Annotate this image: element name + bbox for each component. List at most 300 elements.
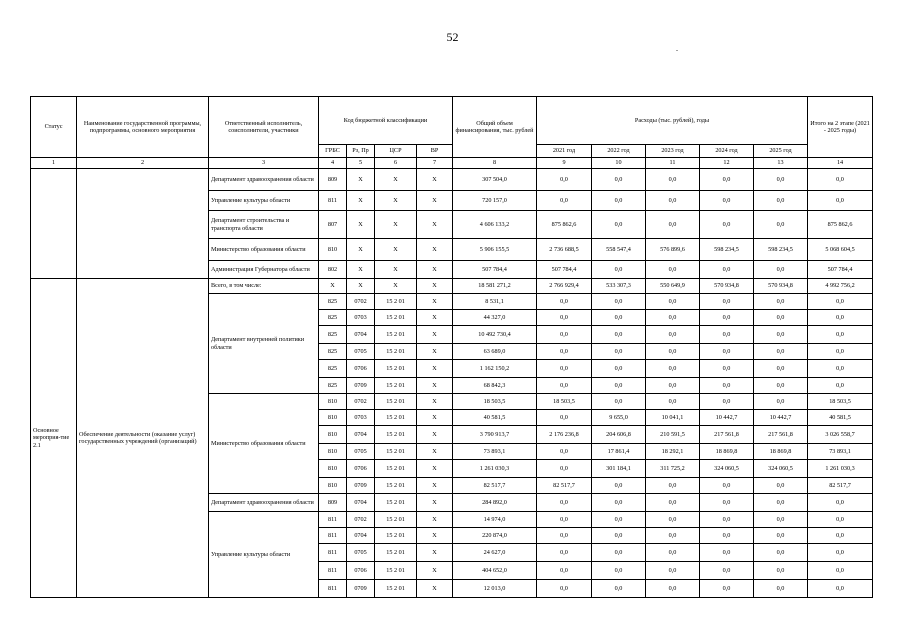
total-cell: 14 974,0 bbox=[453, 512, 537, 528]
stage-total-cell: 82 517,7 bbox=[808, 478, 873, 494]
vr-cell: X bbox=[417, 239, 453, 261]
year-2022-cell: 0,0 bbox=[592, 580, 646, 598]
year-2023-cell: 18 292,1 bbox=[646, 444, 700, 460]
rz-pr-cell: X bbox=[347, 169, 375, 191]
stage-total-cell: 875 862,6 bbox=[808, 211, 873, 239]
stage-total-cell: 4 992 756,2 bbox=[808, 279, 873, 294]
year-2022-cell: 204 606,8 bbox=[592, 426, 646, 444]
year-2021-cell: 2 736 688,5 bbox=[537, 239, 592, 261]
csr-cell: 15 2 01 bbox=[375, 410, 417, 426]
vr-cell: X bbox=[417, 460, 453, 478]
grbs-cell: 810 bbox=[319, 410, 347, 426]
executor-cell: Департамент здравоохранения области bbox=[209, 169, 319, 191]
year-2021-cell: 82 517,7 bbox=[537, 478, 592, 494]
year-2023-cell: 0,0 bbox=[646, 310, 700, 326]
header-executor: Ответственный исполнитель, соисполнители, участники bbox=[209, 97, 319, 158]
rz-pr-cell: 0706 bbox=[347, 360, 375, 378]
total-cell: 3 790 913,7 bbox=[453, 426, 537, 444]
year-2023-cell: 0,0 bbox=[646, 580, 700, 598]
year-2025-cell: 0,0 bbox=[754, 191, 808, 211]
col-number: 3 bbox=[209, 158, 319, 169]
total-cell: 220 874,0 bbox=[453, 528, 537, 544]
total-cell: 82 517,7 bbox=[453, 478, 537, 494]
total-cell: 40 581,5 bbox=[453, 410, 537, 426]
year-2024-cell: 217 561,8 bbox=[700, 426, 754, 444]
year-2022-cell: 0,0 bbox=[592, 310, 646, 326]
year-2022-cell: 0,0 bbox=[592, 360, 646, 378]
rz-pr-cell: 0705 bbox=[347, 444, 375, 460]
year-2022-cell: 0,0 bbox=[592, 191, 646, 211]
vr-cell: X bbox=[417, 344, 453, 360]
year-2025-cell: 10 442,7 bbox=[754, 410, 808, 426]
stage-total-cell: 0,0 bbox=[808, 294, 873, 310]
csr-cell: X bbox=[375, 191, 417, 211]
year-2025-cell: 0,0 bbox=[754, 494, 808, 512]
col-number: 12 bbox=[700, 158, 754, 169]
total-cell: 1 261 030,3 bbox=[453, 460, 537, 478]
header-status: Статус bbox=[31, 97, 77, 158]
csr-cell: X bbox=[375, 239, 417, 261]
grbs-cell: 809 bbox=[319, 169, 347, 191]
csr-cell: X bbox=[375, 261, 417, 279]
year-2023-cell: 0,0 bbox=[646, 326, 700, 344]
year-2022-cell: 0,0 bbox=[592, 562, 646, 580]
col-number: 13 bbox=[754, 158, 808, 169]
stage-total-cell: 0,0 bbox=[808, 360, 873, 378]
vr-cell: X bbox=[417, 494, 453, 512]
stage-total-cell: 0,0 bbox=[808, 562, 873, 580]
total-cell: 720 157,0 bbox=[453, 191, 537, 211]
header-stage-total: Итого на 2 этапе (2021 - 2025 годы) bbox=[808, 97, 873, 158]
year-2021-cell: 18 503,5 bbox=[537, 394, 592, 410]
vr-cell: X bbox=[417, 279, 453, 294]
year-2024-cell: 0,0 bbox=[700, 310, 754, 326]
year-2023-cell: 0,0 bbox=[646, 512, 700, 528]
total-cell: 8 531,1 bbox=[453, 294, 537, 310]
col-number: 9 bbox=[537, 158, 592, 169]
csr-cell: 15 2 01 bbox=[375, 426, 417, 444]
header-rz-pr: Рз, Пр bbox=[347, 145, 375, 158]
year-2021-cell: 0,0 bbox=[537, 169, 592, 191]
vr-cell: X bbox=[417, 580, 453, 598]
grbs-cell: 825 bbox=[319, 294, 347, 310]
stage-total-cell: 0,0 bbox=[808, 494, 873, 512]
csr-cell: 15 2 01 bbox=[375, 310, 417, 326]
grbs-cell: 810 bbox=[319, 426, 347, 444]
year-2025-cell: 0,0 bbox=[754, 169, 808, 191]
year-2022-cell: 0,0 bbox=[592, 378, 646, 394]
year-2021-cell: 0,0 bbox=[537, 191, 592, 211]
year-2022-cell: 301 184,1 bbox=[592, 460, 646, 478]
rz-pr-cell: 0703 bbox=[347, 310, 375, 326]
vr-cell: X bbox=[417, 478, 453, 494]
year-2023-cell: 0,0 bbox=[646, 191, 700, 211]
year-2023-cell: 0,0 bbox=[646, 344, 700, 360]
vr-cell: X bbox=[417, 426, 453, 444]
year-2024-cell: 0,0 bbox=[700, 378, 754, 394]
program-name-cell-empty bbox=[77, 169, 209, 279]
vr-cell: X bbox=[417, 512, 453, 528]
stage-total-cell: 507 784,4 bbox=[808, 261, 873, 279]
header-vr: ВР bbox=[417, 145, 453, 158]
year-2021-cell: 0,0 bbox=[537, 544, 592, 562]
rz-pr-cell: 0704 bbox=[347, 528, 375, 544]
rz-pr-cell: 0705 bbox=[347, 344, 375, 360]
total-cell: 404 652,0 bbox=[453, 562, 537, 580]
year-2024-cell: 0,0 bbox=[700, 494, 754, 512]
year-2021-cell: 0,0 bbox=[537, 528, 592, 544]
stage-total-cell: 0,0 bbox=[808, 310, 873, 326]
grbs-cell: 811 bbox=[319, 544, 347, 562]
csr-cell: 15 2 01 bbox=[375, 580, 417, 598]
csr-cell: 15 2 01 bbox=[375, 478, 417, 494]
table-row-total bbox=[31, 279, 873, 294]
column-number-row bbox=[31, 158, 873, 169]
year-2022-cell: 0,0 bbox=[592, 478, 646, 494]
year-2021-cell: 0,0 bbox=[537, 444, 592, 460]
year-2023-cell: 0,0 bbox=[646, 169, 700, 191]
grbs-cell: 811 bbox=[319, 562, 347, 580]
csr-cell: 15 2 01 bbox=[375, 360, 417, 378]
year-2024-cell: 0,0 bbox=[700, 580, 754, 598]
year-2022-cell: 0,0 bbox=[592, 512, 646, 528]
stage-total-cell: 0,0 bbox=[808, 580, 873, 598]
csr-cell: 15 2 01 bbox=[375, 444, 417, 460]
total-cell: 12 013,0 bbox=[453, 580, 537, 598]
header-grbs: ГРБС bbox=[319, 145, 347, 158]
rz-pr-cell: 0709 bbox=[347, 478, 375, 494]
year-2022-cell: 0,0 bbox=[592, 394, 646, 410]
year-2024-cell: 18 869,8 bbox=[700, 444, 754, 460]
header-2021: 2021 год bbox=[537, 145, 592, 158]
year-2024-cell: 0,0 bbox=[700, 528, 754, 544]
header-expenses: Расходы (тыс. рублей), годы bbox=[537, 97, 808, 145]
stage-total-cell: 0,0 bbox=[808, 544, 873, 562]
year-2021-cell: 0,0 bbox=[537, 562, 592, 580]
year-2021-cell: 2 766 929,4 bbox=[537, 279, 592, 294]
year-2025-cell: 0,0 bbox=[754, 310, 808, 326]
vr-cell: X bbox=[417, 394, 453, 410]
header-2024: 2024 год bbox=[700, 145, 754, 158]
total-cell: 73 893,1 bbox=[453, 444, 537, 460]
year-2022-cell: 0,0 bbox=[592, 261, 646, 279]
year-2024-cell: 0,0 bbox=[700, 294, 754, 310]
stage-total-cell: 0,0 bbox=[808, 512, 873, 528]
stage-total-cell: 0,0 bbox=[808, 344, 873, 360]
year-2024-cell: 0,0 bbox=[700, 326, 754, 344]
year-2022-cell: 0,0 bbox=[592, 169, 646, 191]
vr-cell: X bbox=[417, 169, 453, 191]
csr-cell: X bbox=[375, 169, 417, 191]
executor-cell: Департамент внутренней политики области bbox=[209, 294, 319, 394]
budget-table bbox=[30, 96, 873, 598]
year-2022-cell: 558 547,4 bbox=[592, 239, 646, 261]
stage-total-cell: 3 026 558,7 bbox=[808, 426, 873, 444]
col-number: 14 bbox=[808, 158, 873, 169]
csr-cell: 15 2 01 bbox=[375, 512, 417, 528]
rz-pr-cell: X bbox=[347, 239, 375, 261]
year-2025-cell: 0,0 bbox=[754, 294, 808, 310]
total-cell: 68 842,3 bbox=[453, 378, 537, 394]
col-number: 1 bbox=[31, 158, 77, 169]
main-event-name: Обеспечение деятельности (оказание услуг) государственных учреждений (организаций) bbox=[77, 279, 209, 598]
vr-cell: X bbox=[417, 444, 453, 460]
vr-cell: X bbox=[417, 211, 453, 239]
year-2023-cell: 0,0 bbox=[646, 478, 700, 494]
grbs-cell: 825 bbox=[319, 310, 347, 326]
rz-pr-cell: X bbox=[347, 191, 375, 211]
year-2024-cell: 570 934,8 bbox=[700, 279, 754, 294]
col-number: 11 bbox=[646, 158, 700, 169]
header-2022: 2022 год bbox=[592, 145, 646, 158]
year-2021-cell: 0,0 bbox=[537, 360, 592, 378]
stage-total-cell: 73 893,1 bbox=[808, 444, 873, 460]
year-2021-cell: 0,0 bbox=[537, 310, 592, 326]
stage-total-cell: 0,0 bbox=[808, 169, 873, 191]
stage-total-cell: 0,0 bbox=[808, 528, 873, 544]
table-body bbox=[31, 169, 873, 598]
year-2023-cell: 550 649,9 bbox=[646, 279, 700, 294]
grbs-cell: 802 bbox=[319, 261, 347, 279]
year-2021-cell: 507 784,4 bbox=[537, 261, 592, 279]
year-2024-cell: 324 060,5 bbox=[700, 460, 754, 478]
rz-pr-cell: 0709 bbox=[347, 378, 375, 394]
col-number: 4 bbox=[319, 158, 347, 169]
year-2021-cell: 0,0 bbox=[537, 344, 592, 360]
csr-cell: 15 2 01 bbox=[375, 326, 417, 344]
year-2024-cell: 0,0 bbox=[700, 512, 754, 528]
grbs-cell: 810 bbox=[319, 444, 347, 460]
page-number: 52 bbox=[446, 30, 459, 44]
year-2025-cell: 18 869,8 bbox=[754, 444, 808, 460]
rz-pr-cell: 0704 bbox=[347, 426, 375, 444]
year-2022-cell: 0,0 bbox=[592, 528, 646, 544]
grbs-cell: 811 bbox=[319, 580, 347, 598]
csr-cell: 15 2 01 bbox=[375, 394, 417, 410]
rz-pr-cell: 0702 bbox=[347, 512, 375, 528]
year-2025-cell: 0,0 bbox=[754, 394, 808, 410]
year-2023-cell: 0,0 bbox=[646, 562, 700, 580]
year-2025-cell: 0,0 bbox=[754, 512, 808, 528]
year-2023-cell: 0,0 bbox=[646, 544, 700, 562]
total-cell: 4 606 133,2 bbox=[453, 211, 537, 239]
header-program-name: Наименование государственной программы, подпрограммы, основного мероприятия bbox=[77, 97, 209, 158]
year-2022-cell: 0,0 bbox=[592, 326, 646, 344]
total-cell: 18 581 271,2 bbox=[453, 279, 537, 294]
col-number: 5 bbox=[347, 158, 375, 169]
grbs-cell: 811 bbox=[319, 528, 347, 544]
vr-cell: X bbox=[417, 528, 453, 544]
year-2025-cell: 0,0 bbox=[754, 544, 808, 562]
rz-pr-cell: 0706 bbox=[347, 460, 375, 478]
year-2022-cell: 17 861,4 bbox=[592, 444, 646, 460]
grbs-cell: 810 bbox=[319, 460, 347, 478]
grbs-cell: 825 bbox=[319, 344, 347, 360]
grbs-cell: X bbox=[319, 279, 347, 294]
year-2023-cell: 0,0 bbox=[646, 494, 700, 512]
total-cell: 18 503,5 bbox=[453, 394, 537, 410]
grbs-cell: 810 bbox=[319, 394, 347, 410]
year-2024-cell: 0,0 bbox=[700, 169, 754, 191]
executor-cell: Департамент строительства и транспорта области bbox=[209, 211, 319, 239]
year-2022-cell: 0,0 bbox=[592, 344, 646, 360]
csr-cell: X bbox=[375, 279, 417, 294]
grbs-cell: 811 bbox=[319, 512, 347, 528]
vr-cell: X bbox=[417, 544, 453, 562]
table-row bbox=[31, 169, 873, 191]
stage-total-cell: 1 261 030,3 bbox=[808, 460, 873, 478]
year-2025-cell: 217 561,8 bbox=[754, 426, 808, 444]
csr-cell: 15 2 01 bbox=[375, 344, 417, 360]
rz-pr-cell: 0706 bbox=[347, 562, 375, 580]
year-2023-cell: 0,0 bbox=[646, 360, 700, 378]
year-2023-cell: 0,0 bbox=[646, 261, 700, 279]
year-2025-cell: 0,0 bbox=[754, 562, 808, 580]
year-2023-cell: 0,0 bbox=[646, 378, 700, 394]
year-2021-cell: 875 862,6 bbox=[537, 211, 592, 239]
year-2024-cell: 0,0 bbox=[700, 478, 754, 494]
header-csr: ЦСР bbox=[375, 145, 417, 158]
year-2023-cell: 10 041,1 bbox=[646, 410, 700, 426]
total-cell: 63 689,0 bbox=[453, 344, 537, 360]
year-2025-cell: 0,0 bbox=[754, 360, 808, 378]
year-2022-cell: 0,0 bbox=[592, 544, 646, 562]
grbs-cell: 811 bbox=[319, 191, 347, 211]
year-2024-cell: 598 234,5 bbox=[700, 239, 754, 261]
year-2025-cell: 0,0 bbox=[754, 211, 808, 239]
year-2023-cell: 0,0 bbox=[646, 394, 700, 410]
total-cell: 24 627,0 bbox=[453, 544, 537, 562]
rz-pr-cell: X bbox=[347, 261, 375, 279]
year-2021-cell: 0,0 bbox=[537, 326, 592, 344]
stage-total-cell: 40 581,5 bbox=[808, 410, 873, 426]
col-number: 6 bbox=[375, 158, 417, 169]
vr-cell: X bbox=[417, 410, 453, 426]
grbs-cell: 810 bbox=[319, 478, 347, 494]
vr-cell: X bbox=[417, 562, 453, 580]
year-2021-cell: 0,0 bbox=[537, 410, 592, 426]
year-2022-cell: 533 307,3 bbox=[592, 279, 646, 294]
csr-cell: 15 2 01 bbox=[375, 378, 417, 394]
year-2022-cell: 9 655,0 bbox=[592, 410, 646, 426]
year-2024-cell: 0,0 bbox=[700, 191, 754, 211]
year-2024-cell: 0,0 bbox=[700, 544, 754, 562]
year-2025-cell: 0,0 bbox=[754, 326, 808, 344]
grbs-cell: 810 bbox=[319, 239, 347, 261]
csr-cell: 15 2 01 bbox=[375, 562, 417, 580]
total-cell: 307 504,0 bbox=[453, 169, 537, 191]
year-2025-cell: 324 060,5 bbox=[754, 460, 808, 478]
stage-total-cell: 0,0 bbox=[808, 326, 873, 344]
stage-total-cell: 5 068 604,5 bbox=[808, 239, 873, 261]
rz-pr-cell: 0709 bbox=[347, 580, 375, 598]
year-2024-cell: 10 442,7 bbox=[700, 410, 754, 426]
year-2025-cell: 0,0 bbox=[754, 580, 808, 598]
stage-total-cell: 18 503,5 bbox=[808, 394, 873, 410]
vr-cell: X bbox=[417, 191, 453, 211]
rz-pr-cell: X bbox=[347, 279, 375, 294]
year-2025-cell: 598 234,5 bbox=[754, 239, 808, 261]
year-2021-cell: 0,0 bbox=[537, 512, 592, 528]
year-2024-cell: 0,0 bbox=[700, 562, 754, 580]
col-number: 8 bbox=[453, 158, 537, 169]
year-2023-cell: 0,0 bbox=[646, 294, 700, 310]
grbs-cell: 825 bbox=[319, 326, 347, 344]
year-2024-cell: 0,0 bbox=[700, 211, 754, 239]
col-number: 2 bbox=[77, 158, 209, 169]
year-2022-cell: 0,0 bbox=[592, 294, 646, 310]
main-event-status: Основное мероприя-тие 2.1 bbox=[31, 279, 77, 598]
year-2023-cell: 210 591,5 bbox=[646, 426, 700, 444]
year-2024-cell: 0,0 bbox=[700, 344, 754, 360]
table-header bbox=[31, 97, 873, 169]
page-mark: . bbox=[676, 44, 678, 53]
total-cell: 1 162 150,2 bbox=[453, 360, 537, 378]
year-2023-cell: 311 725,2 bbox=[646, 460, 700, 478]
vr-cell: X bbox=[417, 360, 453, 378]
status-cell-empty bbox=[31, 169, 77, 279]
executor-cell: Управление культуры области bbox=[209, 512, 319, 598]
year-2024-cell: 0,0 bbox=[700, 360, 754, 378]
year-2022-cell: 0,0 bbox=[592, 494, 646, 512]
rz-pr-cell: 0705 bbox=[347, 544, 375, 562]
col-number: 7 bbox=[417, 158, 453, 169]
rz-pr-cell: 0702 bbox=[347, 394, 375, 410]
vr-cell: X bbox=[417, 261, 453, 279]
stage-total-cell: 0,0 bbox=[808, 378, 873, 394]
year-2025-cell: 0,0 bbox=[754, 261, 808, 279]
rz-pr-cell: X bbox=[347, 211, 375, 239]
year-2021-cell: 0,0 bbox=[537, 460, 592, 478]
vr-cell: X bbox=[417, 378, 453, 394]
rz-pr-cell: 0702 bbox=[347, 294, 375, 310]
year-2025-cell: 0,0 bbox=[754, 478, 808, 494]
grbs-cell: 825 bbox=[319, 378, 347, 394]
total-cell: 284 892,0 bbox=[453, 494, 537, 512]
rz-pr-cell: 0704 bbox=[347, 494, 375, 512]
year-2025-cell: 0,0 bbox=[754, 378, 808, 394]
total-cell: 507 784,4 bbox=[453, 261, 537, 279]
csr-cell: X bbox=[375, 211, 417, 239]
year-2021-cell: 0,0 bbox=[537, 378, 592, 394]
csr-cell: 15 2 01 bbox=[375, 294, 417, 310]
header-budget-code: Код бюджетной классификации bbox=[319, 97, 453, 145]
header-total-volume: Общий объем финансирования, тыс. рублей bbox=[453, 97, 537, 158]
csr-cell: 15 2 01 bbox=[375, 544, 417, 562]
header-2025: 2025 год bbox=[754, 145, 808, 158]
grbs-cell: 825 bbox=[319, 360, 347, 378]
executor-cell: Министерство образования области bbox=[209, 394, 319, 494]
executor-cell: Министерство образования области bbox=[209, 239, 319, 261]
executor-cell: Департамент здравоохранения области bbox=[209, 494, 319, 512]
year-2021-cell: 0,0 bbox=[537, 494, 592, 512]
vr-cell: X bbox=[417, 326, 453, 344]
col-number: 10 bbox=[592, 158, 646, 169]
csr-cell: 15 2 01 bbox=[375, 528, 417, 544]
header-2023: 2023 год bbox=[646, 145, 700, 158]
executor-cell: Администрация Губернатора области bbox=[209, 261, 319, 279]
stage-total-cell: 0,0 bbox=[808, 191, 873, 211]
total-cell: 5 906 155,5 bbox=[453, 239, 537, 261]
grbs-cell: 809 bbox=[319, 494, 347, 512]
year-2022-cell: 0,0 bbox=[592, 211, 646, 239]
year-2025-cell: 0,0 bbox=[754, 528, 808, 544]
total-cell: 44 327,0 bbox=[453, 310, 537, 326]
csr-cell: 15 2 01 bbox=[375, 460, 417, 478]
year-2023-cell: 0,0 bbox=[646, 211, 700, 239]
year-2024-cell: 0,0 bbox=[700, 261, 754, 279]
executor-cell: Управление культуры области bbox=[209, 191, 319, 211]
